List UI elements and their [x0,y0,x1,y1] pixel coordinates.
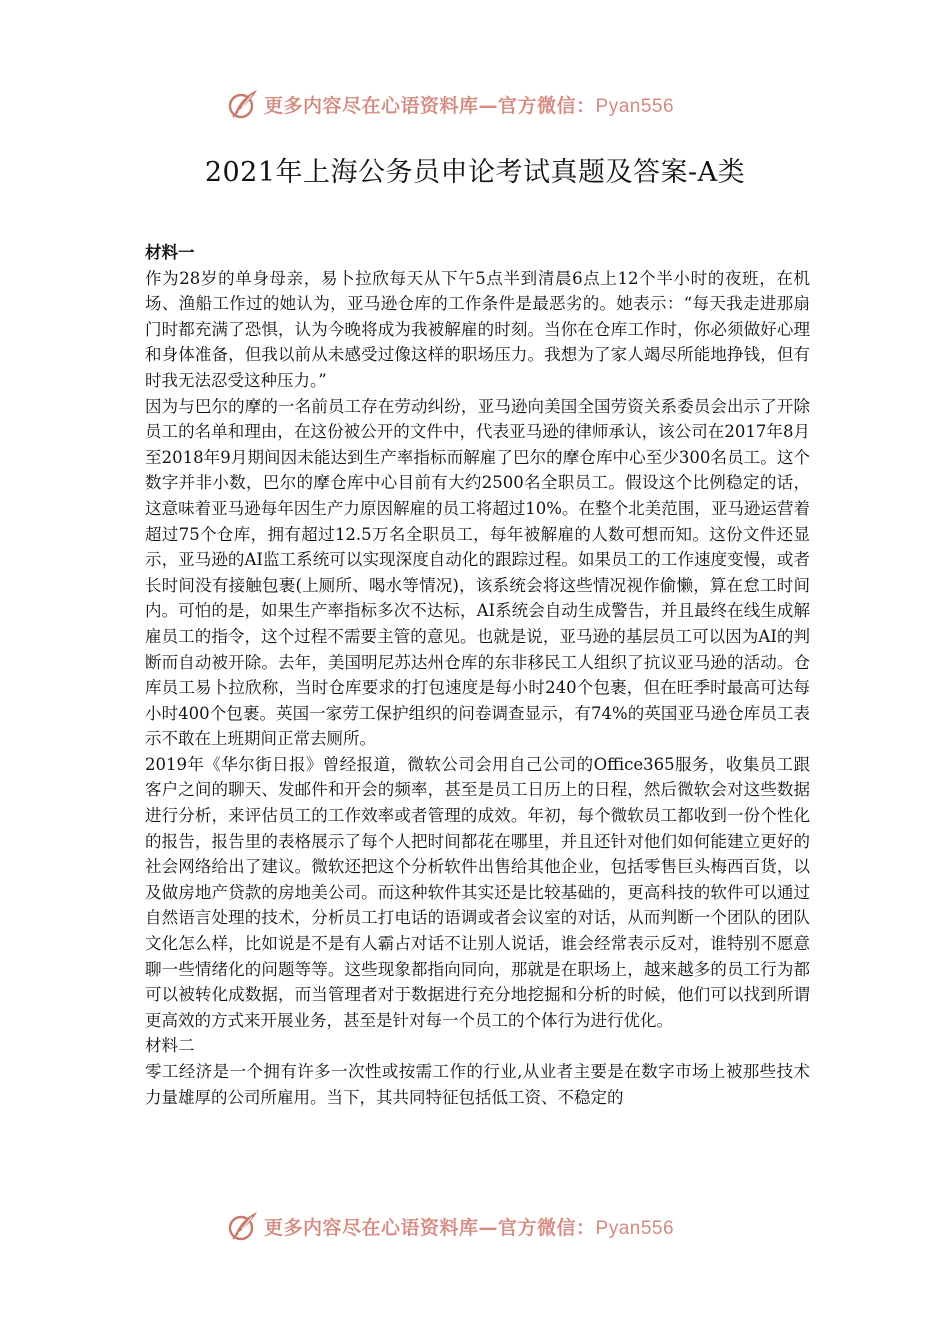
section-heading-1: 材料一 [145,243,195,262]
paragraph: 作为28岁的单身母亲，易卜拉欣每天从下午5点半到清晨6点上12个半小时的夜班，在机场、渔船工作过的她认为，亚马逊仓库的工作条件是最恶劣的。她表示：“每天我走进那扇门时都充满了恐惧，认为今晚将成为我被解雇的时刻。当你在仓库工作时，你必须做好心理和身体准备，但我以前从未感受过像这样的职场压力。我想为了家人竭尽所能地挣钱，但有时我无法忍受这种压力。” [145,268,810,390]
document-title: 2021年上海公务员申论考试真题及答案-A类 [204,157,746,188]
document-body [145,240,810,1110]
paragraph: 因为与巴尔的摩的一名前员工存在劳动纠纷，亚马逊向美国全国劳资关系委员会出示了开除员工的名单和理由，在这份被公开的文件中，代表亚马逊的律师承认，该公司在2017年8月至2018年9月期间因未能达到生产率指标而解雇了巴尔的摩仓库中心至少300名员工。这个数字并非小数，巴尔的摩仓库中心目前有大约2500名全职员工。假设这个比例稳定的话，这意味着亚马逊每年因生产力原因解雇的员工将超过10%。在整个北美范围，亚马逊运营着超过75个仓库，拥有超过12.5万名全职员工，每年被解雇的人数可想而知。这份文件还显示，亚马逊的AI监工系统可以实现深度自动化的跟踪过程。如果员工的工作速度变慢，或者长时间没有接触包裹(上厕所、喝水等情况)，该系统会将这些情况视作偷懒，算在怠工时间内。可怕的是，如果生产率指标多次不达标，AI系统会自动生成警告，并且最终在线生成解雇员工的指令，这个过程不需要主管的意见。也就是说，亚马逊的基层员工可以因为AI的判断而自动被开除。去年，美国明尼苏达州仓库的东非移民工人组织了抗议亚马逊的活动。仓库员工易卜拉欣称，当时仓库要求的打包速度是每小时240个包裹，但在旺季时最高可达每小时400个包裹。英国一家劳工保护组织的问卷调查显示，有74%的英国亚马逊仓库员工表示不敢在上班期间正常去厕所。 [145,396,810,749]
watermark-banner-bottom [0,1206,950,1246]
watermark-text: 更多内容尽在心语资料库—官方微信：Pyan556 [264,1216,675,1239]
feather-pen-logo-icon [226,1209,260,1243]
section-heading-2: 材料二 [145,1036,195,1056]
paragraph: 零工经济是一个拥有许多一次性或按需工作的行业,从业者主要是在数字市场上被那些技术力量雄厚的公司所雇用。当下，其共同特征包括低工资、不稳定的 [145,1062,810,1107]
paragraph: 2019年《华尔街日报》曾经报道，微软公司会用自己公司的Office365服务，收集员工跟客户之间的聊天、发邮件和开会的频率，甚至是员工日历上的日程，然后微软会对这些数据进行分析，来评估员工的工作效率或者管理的成效。年初，每个微软员工都收到一份个性化的报告，报告里的表格展示了每个人把时间都花在哪里，并且还针对他们如何能建立更好的社会网络给出了建议。微软还把这个分析软件出售给其他企业，包括零售巨头梅西百货，以及做房地产贷款的房地美公司。而这种软件其实还是比较基础的，更高科技的软件可以通过自然语言处理的技术，分析员工打电话的语调或者会议室的对话，从而判断一个团队的团队文化怎么样，比如说是不是有人霸占对话不让别人说话，谁会经常表示反对，谁特别不愿意聊一些情绪化的问题等等。这些现象都指向同向，那就是在职场上，越来越多的员工行为都可以被转化成数据，而当管理者对于数据进行充分地挖掘和分析的时候，他们可以找到所谓更高效的方式来开展业务，甚至是针对每一个员工的个体行为进行优化。 [145,754,810,1030]
wechat-id: Pyan556 [595,95,675,117]
feather-pen-logo-icon [226,87,260,121]
wechat-id: Pyan556 [595,1217,675,1239]
watermark-text: 更多内容尽在心语资料库—官方微信：Pyan556 [264,94,675,117]
watermark-banner-top [0,84,950,124]
